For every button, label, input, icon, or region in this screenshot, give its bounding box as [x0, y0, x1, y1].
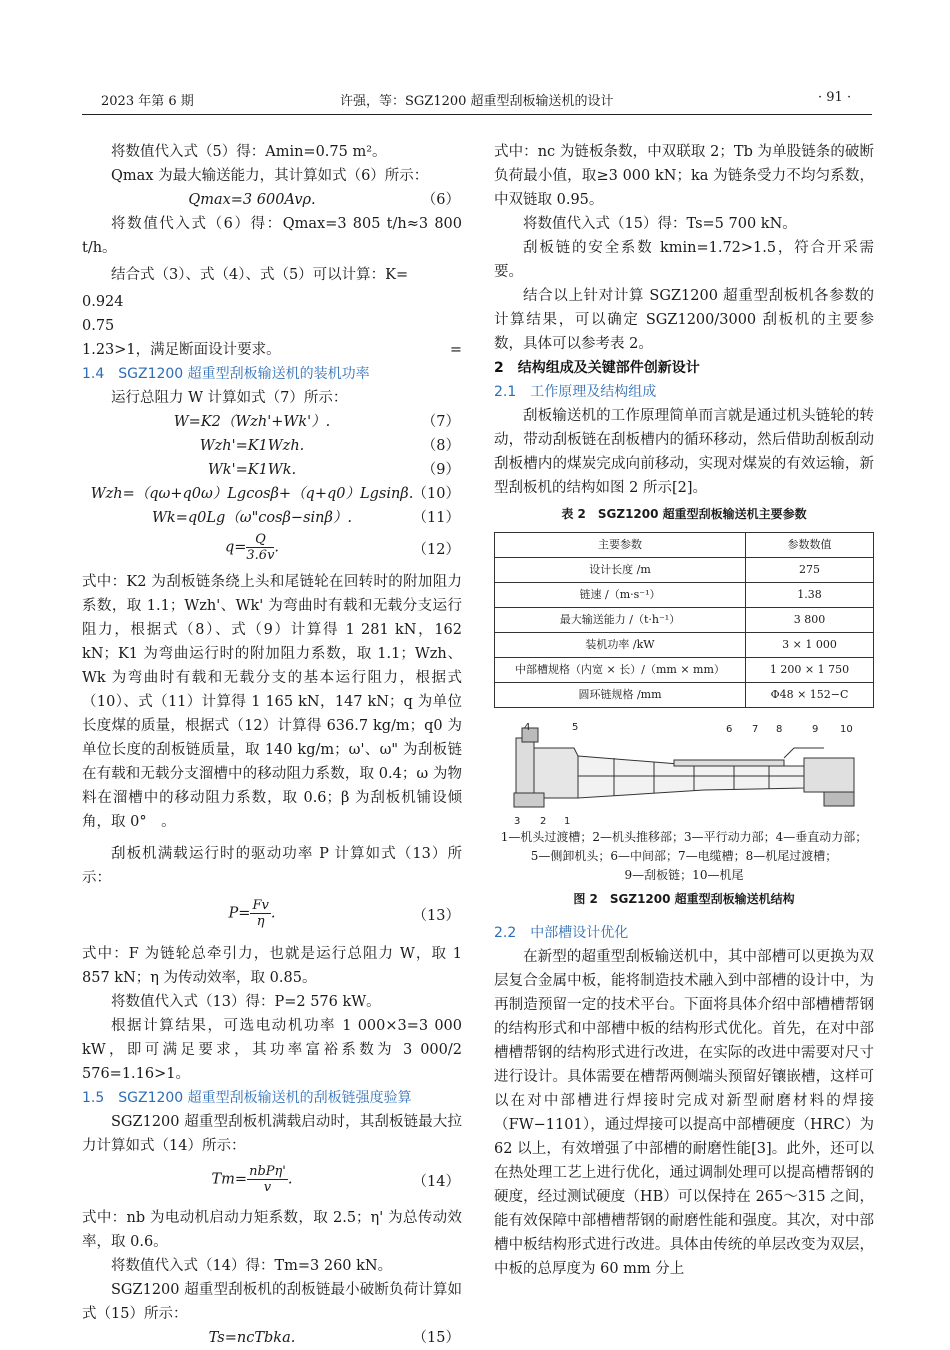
figure-legend: 5—侧卸机头；6—中间部；7—电缆槽；8—机尾过渡槽； — [530, 849, 838, 863]
table-cell: 中部槽规格（内宽 × 长）/（mm × mm） — [495, 658, 746, 683]
equation-body: P= $\frac{Fv}{\eta}$ . — [228, 898, 276, 929]
section-heading-1-5: 1.5 SGZ1200 超重型刮板输送机的刮板链强度验算 — [82, 1090, 412, 1106]
table-cell: 最大输送能力 /（t·h⁻¹） — [495, 608, 746, 633]
figure-legend: 9—刮板链；10—机尾 — [624, 868, 744, 882]
equation-number: （7） — [421, 414, 460, 430]
side-discharge-head — [534, 748, 578, 798]
paragraph: 式中：nc 为链板条数，中双联取 2；Tb 为单股链条的破断负荷最小值，取≥3 000 kN；ka 为链条受力不均匀系数，中双链取 0.95。 — [494, 144, 874, 208]
equation-12 — [82, 530, 462, 570]
paragraph: 将数值代入式（14）得：Tm=3 260 kN。 — [111, 1258, 393, 1274]
paragraph-with-fraction — [82, 260, 462, 290]
paragraph: 在新型的超重型刮板输送机中，其中部槽可以更换为双层复合金属中板，能将制造技术融入到中部槽的设计中，为再制造预留一定的技术平台。下面将具体介绍中部槽槽帮钢的结构形式和中部槽中板的结构形式优化。首先，在对中部槽槽帮钢的结构形式进行改进，在实际的改进中需要对尺寸进行设计。具体需要在槽帮两侧端头预留好镶嵌槽，这样可以在对中部槽进行焊接时完成对新型耐磨材料的焊接（FW−1101），通过焊接可以提高中部槽硬度（HRC）为 62 以上，有效增强了中部槽的耐磨性能[3]。此外，还可以在热处理工艺上进行优化，通过调制处理可以提高槽帮钢的硬度，经过测试硬度（HB）可以保持在 265～315 之间，能有效保障中部槽槽帮钢的耐磨性能和强度。其次，对中部槽中板结构形式进行改进。具体由传统的单层改变为双层，中板的总厚度为 60 mm 分上 — [494, 949, 874, 1277]
text: 结合式（3）、式（4）、式（5）可以计算：K= — [111, 267, 409, 283]
tail-drive — [824, 792, 854, 806]
equation-number: （6） — [421, 192, 460, 208]
equation-14 — [82, 1162, 462, 1202]
paragraph: SGZ1200 超重型刮板机满载启动时，其刮板链最大拉力计算如式（14）所示： — [82, 1114, 462, 1154]
conveyor-structure-figure — [494, 718, 874, 828]
figure-label: 4 — [524, 722, 531, 733]
fraction — [250, 898, 270, 929]
equation-15 — [82, 1326, 462, 1350]
table-cell: 1.38 — [746, 583, 874, 608]
table-header-row — [495, 533, 874, 558]
leader-line — [784, 748, 824, 758]
table-row — [495, 683, 874, 708]
parameters-table — [494, 532, 874, 708]
paragraph: 式中：F 为链轮总牵引力，也就是运行总阻力 W，取 1 857 kN；η 为传动效率，取 0.85。 — [82, 946, 462, 986]
paragraph: 刮板链的安全系数 kmin=1.72>1.5，符合开采需要。 — [494, 240, 874, 280]
equation-6 — [82, 188, 462, 212]
equation-body: Wk=q0Lg（ω"cosβ−sinβ）. — [152, 510, 352, 526]
equation-number: （8） — [421, 438, 460, 454]
paragraph: 刮板输送机的工作原理简单而言就是通过机头链轮的转动，带动刮板链在刮板槽内的循环移动，然后借助刮板刮动刮板槽内的煤炭完成向前移动，实现对煤炭的有效运输，新型刮板机的结构如图 2 所示[2]。 — [494, 408, 874, 496]
equation-10 — [82, 482, 462, 506]
section-heading-2-1: 2.1 工作原理及结构组成 — [494, 384, 657, 400]
equation-body: Qmax=3 600Avρ. — [188, 192, 316, 208]
table-row — [495, 633, 874, 658]
fraction-numerator: Fv — [252, 898, 269, 913]
figure-legend: 1—机头过渡槽；2—机头推移部；3—平行动力部；4—垂直动力部； — [500, 830, 868, 844]
equation-8 — [82, 434, 462, 458]
left-column — [82, 140, 462, 1350]
table-cell: 链速 /（m·s⁻¹） — [495, 583, 746, 608]
equation-body: Tm= $\frac{\text{nbPη'}}{v}$ . — [211, 1164, 293, 1195]
table-cell: 3 × 1 000 — [746, 633, 874, 658]
running-header-title: 许强，等：SGZ1200 超重型刮板输送机的设计 — [340, 94, 614, 109]
equation-number: （12） — [412, 542, 460, 558]
fraction-denominator: 3.6v — [246, 548, 275, 563]
paragraph: 根据计算结果，可选电动机功率 1 000×3=3 000 kW，即可满足要求，其功率富裕系数为 3 000/2 576=1.16>1。 — [82, 1018, 462, 1082]
table-cell: 3 800 — [746, 608, 874, 633]
equation-9 — [82, 458, 462, 482]
fraction — [246, 532, 274, 563]
equation-number: （10） — [412, 486, 460, 502]
fraction — [247, 1164, 288, 1195]
table-cell: 圆环链规格 /mm — [495, 683, 746, 708]
equation-lhs: Tm= — [211, 1171, 248, 1188]
equation-number: （14） — [412, 1174, 460, 1190]
paragraph: 结合以上针对计算 SGZ1200 超重型刮板机各参数的计算结果，可以确定 SGZ1200/3000 刮板机的主要参数，具体可以参考表 2。 — [494, 288, 874, 352]
table-cell: Φ48 × 152−C — [746, 683, 874, 708]
paragraph: 式中：K2 为刮板链条绕上头和尾链轮在回转时的附加阻力系数，取 1.1；Wzh'、Wk' 为弯曲时有载和无载分支运行阻力，根据式（8）、式（9）计算得 1 281 kN，162 kN；K1 为弯曲运行时的附加阻力系数，取 1.1；Wzh、Wk 为弯曲时有载和无载分支的基本运行阻力，根据式（10）、式（11）计算得 1 165 kN，147 kN；q 为单位长度煤的质量，根据式（12）计算得 636.7 kg/m；q0 为单位长度的刮板链质量，取 140 kg/m；ω'、ω" 为刮板链在有载和无载分支溜槽中的移动阻力系数，取 0.4；ω 为物料在溜槽中的移动阻力系数，取 0.6；β 为刮板机铺设倾角，取 0° 。 — [82, 574, 462, 830]
figure-caption: 图 2 SGZ1200 超重型刮板输送机结构 — [573, 892, 795, 906]
equation-lhs: q= — [224, 539, 247, 556]
table-row — [495, 608, 874, 633]
paragraph: Qmax 为最大输送能力，其计算如式（6）所示： — [111, 168, 429, 184]
figure-label: 9 — [812, 724, 819, 735]
paragraph: 将数值代入式（13）得：P=2 576 kW。 — [111, 994, 381, 1010]
paragraph: SGZ1200 超重型刮板机的刮板链最小破断负荷计算如式（15）所示： — [82, 1282, 462, 1322]
table-row — [495, 658, 874, 683]
running-header-left: 2023 年第 6 期 — [101, 94, 194, 109]
table-header-cell: 参数数值 — [746, 533, 874, 558]
head-push-unit — [514, 793, 544, 807]
fraction-denominator: v — [263, 1180, 272, 1195]
equation-body: Wzh=（qω+q0ω）Lgcosβ+（q+q0）Lgsinβ. — [90, 486, 414, 502]
figure-label: 2 — [540, 816, 547, 827]
equation-body: q= $\frac{Q}{3.6v}$ . — [224, 532, 280, 563]
head-drive-block — [516, 738, 534, 793]
section-heading-2-2: 2.2 中部槽设计优化 — [494, 925, 629, 941]
equation-number: （15） — [412, 1330, 460, 1346]
paragraph: 将数值代入式（6）得：Qmax=3 805 t/h≈3 800 t/h。 — [82, 216, 462, 256]
fraction-denominator: 0.75 — [82, 318, 115, 334]
fraction-numerator: nbPη' — [249, 1164, 286, 1179]
fraction-denominator: η — [256, 914, 265, 929]
tail-section — [804, 758, 854, 792]
table-header-cell: 主要参数 — [495, 533, 746, 558]
right-column — [494, 140, 874, 1281]
paragraph: 将数值代入式（5）得：Amin=0.75 m²。 — [111, 144, 387, 160]
fraction-numerator: Q — [246, 532, 274, 548]
figure-label: 6 — [726, 724, 733, 735]
table-cell: 装机功率 /kW — [495, 633, 746, 658]
paragraph: 运行总阻力 W 计算如式（7）所示： — [111, 390, 348, 406]
equation-body: Wzh'=K1Wzh. — [199, 438, 305, 454]
equation-number: （13） — [412, 908, 460, 924]
figure-label: 10 — [840, 724, 853, 735]
equation-13 — [82, 896, 462, 936]
equation-body: Wk'=K1Wk. — [207, 462, 297, 478]
table-caption: 表 2 SGZ1200 超重型刮板输送机主要参数 — [561, 507, 807, 521]
figure-label: 1 — [564, 816, 571, 827]
table-cell: 1 200 × 1 750 — [746, 658, 874, 683]
equation-11 — [82, 506, 462, 530]
paragraph: 将数值代入式（15）得：Ts=5 700 kN。 — [523, 216, 797, 232]
table-row — [495, 583, 874, 608]
cable-trough — [674, 760, 784, 766]
conveyor-drawing — [494, 718, 874, 828]
table-cell: 设计长度 /m — [495, 558, 746, 583]
figure-label: 7 — [752, 724, 759, 735]
paragraph: 式中：nb 为电动机启动力矩系数，取 2.5；η' 为总传动效率，取 0.6。 — [82, 1210, 462, 1250]
equation-7 — [82, 410, 462, 434]
fraction-numerator: 0.924 — [82, 294, 124, 310]
figure-label: 8 — [776, 724, 783, 735]
equation-number: （11） — [412, 510, 460, 526]
paragraph: 刮板机满载运行时的驱动功率 P 计算如式（13）所示： — [82, 846, 462, 886]
figure-label: 5 — [572, 722, 579, 733]
equation-body: W=K2（Wzh'+Wk'）. — [173, 414, 331, 430]
paragraph: 1.23>1，满足断面设计要求。 — [82, 342, 281, 358]
page-number: · 91 · — [818, 90, 852, 105]
equation-number: （9） — [421, 462, 460, 478]
section-heading-2: 2 结构组成及关键部件创新设计 — [494, 360, 700, 376]
equation-lhs: P= — [228, 905, 251, 922]
section-heading-1-4: 1.4 SGZ1200 超重型刮板输送机的装机功率 — [82, 366, 370, 382]
table-row — [495, 558, 874, 583]
table-cell: 275 — [746, 558, 874, 583]
figure-label: 3 — [514, 816, 521, 827]
equation-body: Ts=ncTbka. — [208, 1330, 296, 1346]
header-rule — [82, 114, 872, 115]
text: = — [449, 342, 462, 358]
